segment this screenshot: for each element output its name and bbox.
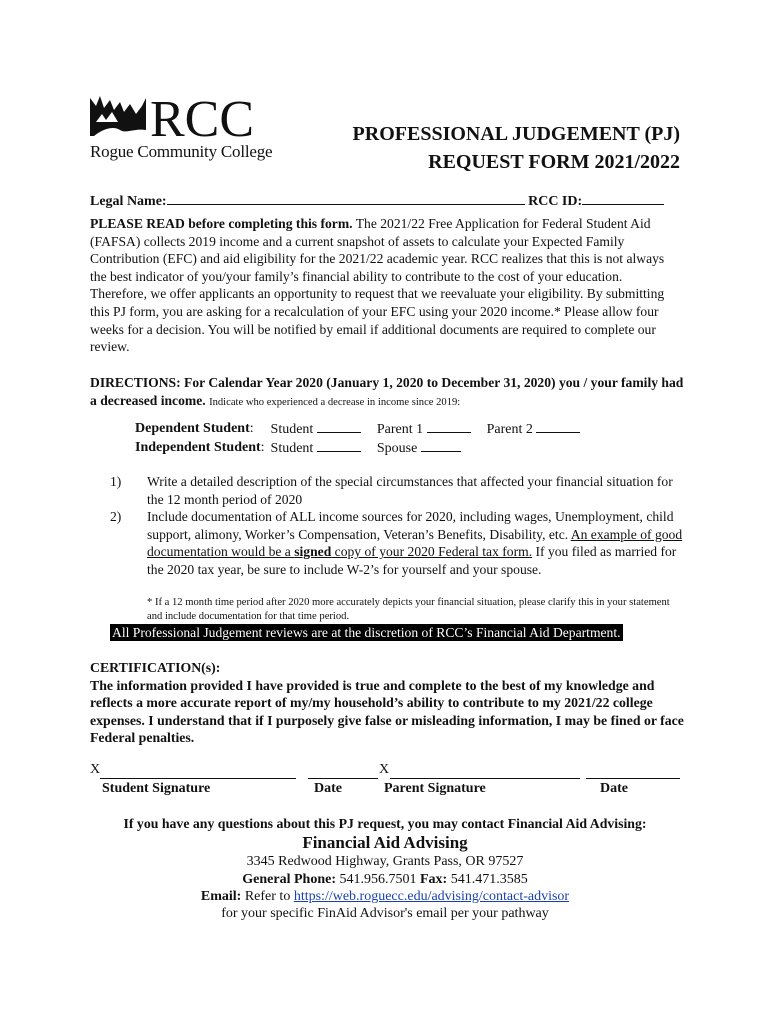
certification-body: The information provided I have provided is true and complete to the best of my knowledge and reflects a more accurate report of my/my household’s ability to contribute to my 2021/22 college expenses. I understand that if I purposely give false or misleading information, I may be fined or face Federal penalties. [90,677,684,746]
student-x-mark: X [90,762,101,777]
directions-note: Indicate who experienced a decrease in income since 2019: [209,396,461,408]
dependent-label: Dependent Student [135,421,250,436]
status-grid [135,420,586,458]
student-signature-label: Student Signature [102,781,211,796]
dependent-colon: : [249,421,254,436]
parent-date-label: Date [600,781,628,796]
parent-signature-line[interactable] [390,764,580,779]
step-text: Include documentation of ALL income sources for 2020, including wages, Unemployment, child support, alimony, Worker’s Compensation, Veteran’s Benefits, Disability, etc. [147,509,674,542]
intro-lead: PLEASE READ before completing this form. [90,216,353,231]
parent-date-line[interactable] [586,764,680,779]
college-name: Rogue Community College [90,142,273,161]
step-underlined-bold: signed [294,544,332,560]
independent-student-blank[interactable] [317,439,361,452]
list-item [110,473,690,508]
tree-mountain-icon [90,92,290,142]
phone-number: 541.956.7501 [336,872,420,887]
step-text: Write a detailed description of the special circumstances that affected your financial situation for the 12 month period of 2020 [147,474,673,507]
step-number: 2) [110,509,122,525]
legal-name-label: Legal Name: [90,194,167,209]
contact-email-suffix: for your specific FinAid Advisor's email per your pathway [221,906,549,921]
intro-paragraph [90,215,682,356]
parent1-blank[interactable] [427,420,471,433]
dependent-student-blank[interactable] [317,420,361,433]
rcc-id-label: RCC ID: [528,194,583,209]
contact-address: 3345 Redwood Highway, Grants Pass, OR 97527 [246,854,524,869]
phone-label: General Phone: [242,872,336,887]
directions-lead: DIRECTIONS: For Calendar Year 2020 (January 1, 2020 to December 31, 2020) you / your family had a decreased income. [90,375,684,408]
email-prefix: Refer to [241,889,294,904]
contact-office: Financial Aid Advising [302,833,468,852]
discretion-banner: All Professional Judgement reviews are at the discretion of RCC’s Financial Aid Department. [112,625,621,640]
fax-label: Fax: [420,872,448,887]
form-title [353,120,680,176]
step-underlined-b: copy of your 2020 Federal tax form. [331,544,533,560]
parent2-blank[interactable] [536,420,580,433]
spouse-blank[interactable] [421,439,461,452]
identity-row [90,190,680,210]
independent-student-label: Student [270,441,314,456]
intro-body: The 2021/22 Free Application for Federal Student Aid (FAFSA) collects 2019 income and a current snapshot of assets to calculate your Expected Family Contribution (EFC) and aid eligibility for the 2021/22 academic year. RCC realizes that this is not always the best indicator of you/your family’s financial ability to contribute to the cost of your education. Therefore, we offer applicants an opportunity to request that we reevaluate your eligibility. By submitting this PJ form, you are asking for a recalculation of your EFC using your 2020 income.* Please allow four weeks for a decision. You will be notified by email if additional documents are required to complete our review. [90,216,665,355]
directions [90,374,690,411]
parent2-label: Parent 2 [486,422,533,437]
contact-phone-row [60,872,710,888]
certification [90,659,690,747]
parent-signature-label: Parent Signature [384,781,486,796]
rcc-id-field[interactable] [582,190,664,205]
step-number: 1) [110,474,122,489]
footnote: * If a 12 month time period after 2020 more accurately depicts your financial situation, please clarify this in your statement and include documentation for that time period. [147,597,670,622]
student-date-label: Date [314,781,342,796]
email-label: Email: [200,889,242,904]
contact-advisor-link[interactable]: https://web.roguecc.edu/advising/contact-advisor [293,889,570,904]
parent-x-mark: X [379,762,390,777]
title-line-2: REQUEST FORM 2021/2022 [428,151,680,173]
contact-email-row [60,889,710,905]
contact-question: If you have any questions about this PJ request, you may contact Financial Aid Advising: [123,816,647,831]
rcc-logo [90,92,290,168]
independent-label: Independent Student [135,440,261,455]
student-signature-line[interactable] [100,764,296,779]
rcc-wordmark: RCC [150,92,255,142]
title-line-1: PROFESSIONAL JUDGEMENT (PJ) [352,123,680,145]
legal-name-field[interactable] [167,190,525,205]
certification-heading: CERTIFICATION(s): [90,660,221,675]
student-date-line[interactable] [308,764,378,779]
fax-number: 541.471.3585 [447,872,528,887]
independent-colon: : [260,440,265,455]
step-underlined-a: An example of good documentation would be a [147,526,683,560]
spouse-label: Spouse [376,441,418,456]
dependent-student-label: Student [270,422,314,437]
steps-list [110,473,690,579]
step-text-b: If you filed as married for the 2020 tax year, be sure to include W-2’s for yourself and your spouse. [147,544,677,577]
list-item [110,508,690,578]
parent1-label: Parent 1 [376,422,424,437]
